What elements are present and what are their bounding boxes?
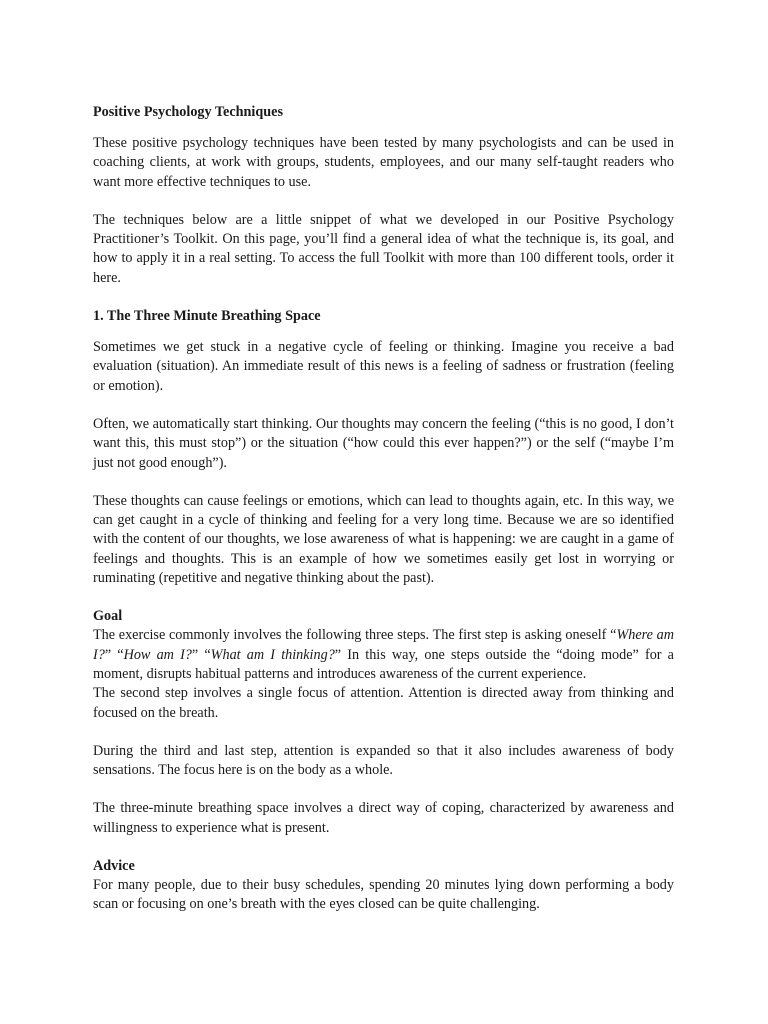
section1-paragraph-3: These thoughts can cause feelings or emotions, which can lead to thoughts again, etc. In this way, we can get caught in a cycle of thinking and feeling for a very long time. Because we are so identified with the content of our thoughts, we lose awareness of what is happening: we are caught in a game of feelings and thoughts. This is an example of how we sometimes easily get lost in worrying or ruminating (repetitive and negative thinking about the past).	[93, 492, 674, 587]
question-what: What am I thinking?	[210, 646, 335, 663]
goal-separator-2: ” “	[191, 646, 211, 663]
advice-paragraph-1: For many people, due to their busy schedules, spending 20 minutes lying down performing a body scan or focusing on one’s breath with the eyes closed can be quite challenging.	[93, 877, 674, 913]
intro-paragraph-1: These positive psychology techniques have been tested by many psychologists and can be used in coaching clients, at work with groups, students, employees, and our many self-taught readers who want more effective techniques to use.	[93, 135, 674, 190]
section1-paragraph-2: Often, we automatically start thinking. Our thoughts may concern the feeling (“this is no good, I don’t want this, this must stop”) or the situation (“how could this ever happen?”) or the self (“maybe I’m just not good enough”).	[93, 415, 674, 471]
intro-paragraph-2: The techniques below are a little snippet of what we developed in our Positive Psychology Practitioner’s Toolkit. On this page, you’ll find a general idea of what the technique is, its goal, and how to apply it in a real setting. To access the full Toolkit with more than 100 different tools, order it here.	[93, 211, 674, 286]
goal-paragraph-3: During the third and last step, attention is expanded so that it also includes awareness of body sensations. The focus here is on the body as a whole.	[93, 742, 674, 779]
document-page	[93, 103, 674, 915]
advice-heading: Advice	[93, 858, 135, 875]
goal-text-before: The exercise commonly involves the following three steps. The first step is asking oneself “	[93, 627, 617, 644]
goal-text-after: ” In this way, one steps outside the “doing mode” for a moment, disrupts habitual patterns and introduces awareness of the current experience.	[93, 646, 674, 682]
goal-heading: Goal	[93, 608, 123, 625]
section-heading-breathing-space: 1. The Three Minute Breathing Space	[93, 308, 321, 325]
goal-paragraph-4: The three-minute breathing space involves a direct way of coping, characterized by awareness and willingness to experience what is present.	[93, 800, 674, 836]
section1-paragraph-1: Sometimes we get stuck in a negative cycle of feeling or thinking. Imagine you receive a bad evaluation (situation). An immediate result of this news is a feeling of sadness or frustration (feeling or emotion).	[93, 339, 674, 394]
goal-paragraph-2: The second step involves a single focus of attention. Attention is directed away from thinking and focused on the breath.	[93, 685, 674, 721]
question-where: Where am I?	[93, 627, 674, 663]
goal-paragraph-1	[93, 626, 674, 684]
question-how: How am I?	[123, 646, 192, 663]
document-title: Positive Psychology Techniques	[93, 104, 283, 120]
goal-separator-1: ” “	[104, 646, 124, 663]
